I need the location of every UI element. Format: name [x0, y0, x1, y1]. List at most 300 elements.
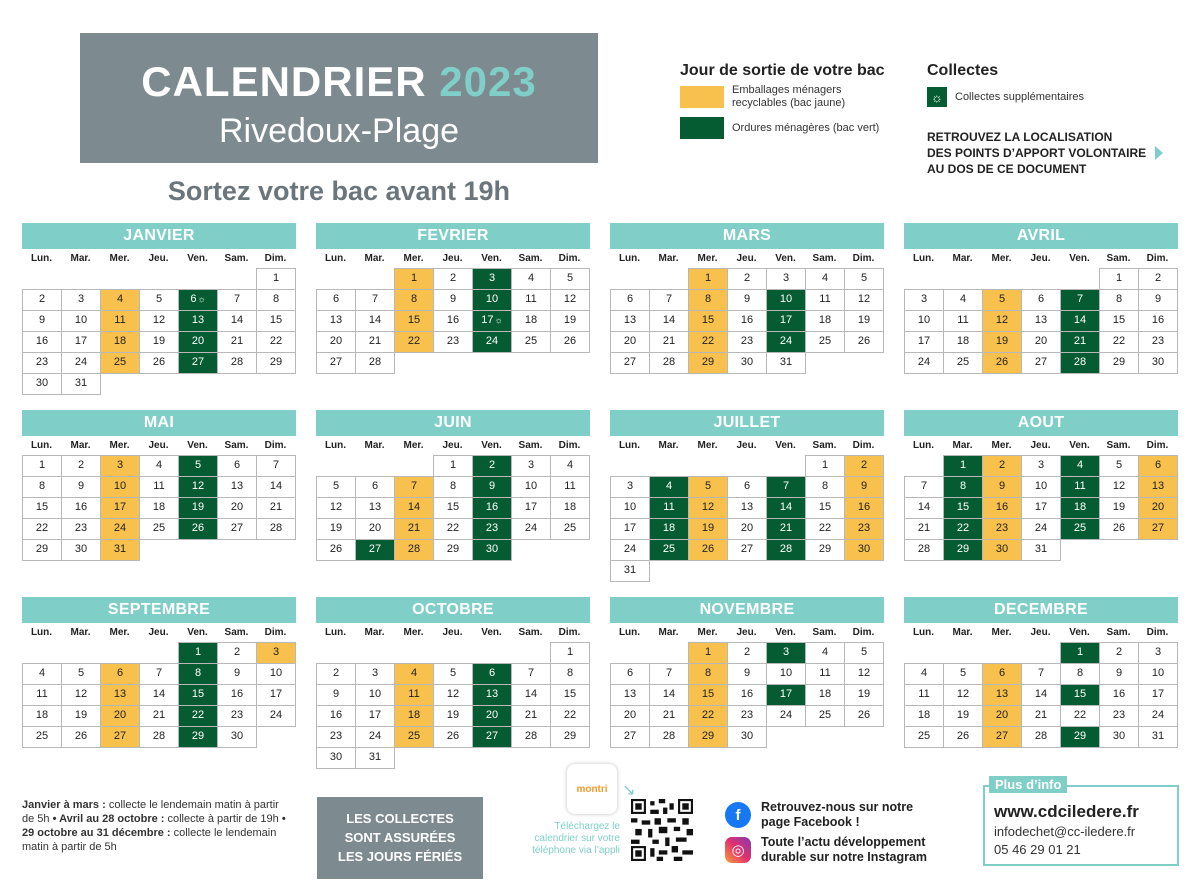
day-cell: 15 — [256, 310, 296, 332]
day-cell: 30 — [316, 747, 356, 769]
day-cell: 11 — [22, 684, 62, 706]
day-cell: 27 — [1138, 518, 1178, 540]
calendar-title: CALENDRIER 2023 — [141, 58, 537, 105]
weekday-label: Sam. — [812, 440, 837, 451]
day-cell: 21 — [649, 331, 689, 353]
weekday-label: Dim. — [1146, 440, 1169, 451]
day-cell: 22 — [688, 705, 728, 727]
weekday-label: Mer. — [697, 440, 718, 451]
day-cell: 1 — [256, 268, 296, 290]
empty-cell — [316, 455, 356, 477]
month-name: FEVRIER — [316, 223, 590, 249]
weekday-label: Ven. — [775, 627, 796, 638]
day-cell: 29 — [433, 539, 473, 561]
day-cell: 8 — [550, 663, 590, 685]
day-cell: 3 — [610, 476, 650, 498]
day-cell: 12 — [61, 684, 101, 706]
day-cell: 14 — [511, 684, 551, 706]
day-cell: 29 — [1060, 726, 1100, 748]
day-cell: 9 — [727, 289, 767, 311]
day-cell: 7 — [256, 455, 296, 477]
weekday-label: Mer. — [403, 440, 424, 451]
weekday-label: Mer. — [109, 440, 130, 451]
day-cell: 11 — [1060, 476, 1100, 498]
empty-cell — [178, 268, 218, 290]
day-cell: 18 — [22, 705, 62, 727]
day-cell: 3 — [766, 642, 806, 664]
empty-cell — [1060, 268, 1100, 290]
day-cell: 23 — [217, 705, 257, 727]
empty-cell — [511, 642, 551, 664]
weekday-label: Sam. — [224, 627, 249, 638]
empty-cell — [688, 455, 728, 477]
day-cell: 15 — [550, 684, 590, 706]
day-cell: 28 — [1021, 726, 1061, 748]
day-cell: 14 — [904, 497, 944, 519]
weekday-label: Mar. — [70, 440, 91, 451]
day-cell: 3 — [1021, 455, 1061, 477]
day-cell: 14 — [139, 684, 179, 706]
day-grid — [610, 268, 884, 373]
weekday-label: Jeu. — [148, 440, 169, 451]
sun-icon: ☼ — [927, 87, 947, 107]
day-cell: 29 — [178, 726, 218, 748]
weekday-label: Lun. — [30, 440, 53, 451]
day-cell: 2 — [1099, 642, 1139, 664]
day-cell: 16 — [1099, 684, 1139, 706]
weekday-label: Jeu. — [442, 627, 463, 638]
weekday-row — [610, 623, 884, 642]
day-cell: 2 — [727, 642, 767, 664]
weekday-label: Dim. — [852, 253, 875, 264]
day-cell: 6 — [1138, 455, 1178, 477]
day-cell: 30 — [217, 726, 257, 748]
weekday-label: Jeu. — [1030, 440, 1051, 451]
day-cell: 27 — [1021, 352, 1061, 374]
collectes-heading: Collectes — [927, 62, 999, 79]
day-cell: 8 — [433, 476, 473, 498]
day-cell: 12 — [433, 684, 473, 706]
day-cell: 8 — [1060, 663, 1100, 685]
day-cell: 19 — [178, 497, 218, 519]
day-cell: 21 — [355, 331, 395, 353]
month-calendar — [316, 410, 590, 560]
day-cell: 17 — [766, 310, 806, 332]
weekday-label: Ven. — [481, 440, 502, 451]
day-cell: 25 — [100, 352, 140, 374]
day-cell: 17 — [1021, 497, 1061, 519]
day-cell: 6 — [610, 289, 650, 311]
day-cell: 1 — [178, 642, 218, 664]
day-cell: 25 — [904, 726, 944, 748]
day-cell: 5 — [688, 476, 728, 498]
day-cell: 10 — [61, 310, 101, 332]
day-cell: 12 — [1099, 476, 1139, 498]
day-cell: 5 — [61, 663, 101, 685]
day-cell: 21 — [139, 705, 179, 727]
month-calendar — [316, 223, 590, 373]
weekday-label: Dim. — [1146, 627, 1169, 638]
day-cell: 4 — [139, 455, 179, 477]
day-cell: 10 — [256, 663, 296, 685]
day-cell: 25 — [511, 331, 551, 353]
day-cell: 14 — [394, 497, 434, 519]
day-cell: 21 — [766, 518, 806, 540]
day-cell: 15 — [688, 310, 728, 332]
day-cell: 3 — [100, 455, 140, 477]
day-cell: 5 — [550, 268, 590, 290]
day-cell: 26 — [943, 726, 983, 748]
day-cell: 17 — [766, 684, 806, 706]
day-cell: 9 — [316, 684, 356, 706]
day-cell: 12 — [316, 497, 356, 519]
day-cell: 22 — [550, 705, 590, 727]
month-name: JANVIER — [22, 223, 296, 249]
day-cell: 21 — [511, 705, 551, 727]
day-cell: 22 — [943, 518, 983, 540]
day-cell: 16 — [844, 497, 884, 519]
day-cell: 19 — [61, 705, 101, 727]
weekday-label: Jeu. — [1030, 253, 1051, 264]
legend-yellow-label: Emballages ménagers recyclables (bac jaune) — [732, 84, 846, 109]
day-cell: 7 — [649, 289, 689, 311]
day-cell: 7 — [1060, 289, 1100, 311]
website-link[interactable]: www.cdciledere.fr — [994, 802, 1139, 821]
day-cell: 28 — [1060, 352, 1100, 374]
day-cell: 23 — [433, 331, 473, 353]
day-cell: 3 — [511, 455, 551, 477]
weekday-label: Jeu. — [736, 253, 757, 264]
weekday-row — [610, 249, 884, 268]
day-cell: 27 — [727, 539, 767, 561]
day-cell: 12 — [844, 663, 884, 685]
day-cell: 28 — [904, 539, 944, 561]
weekday-label: Ven. — [187, 440, 208, 451]
weekday-label: Sam. — [812, 627, 837, 638]
weekday-label: Mer. — [697, 627, 718, 638]
day-cell: 19 — [550, 310, 590, 332]
day-cell: 28 — [766, 539, 806, 561]
day-cell: 9 — [982, 476, 1022, 498]
weekday-label: Lun. — [618, 253, 641, 264]
empty-cell — [610, 268, 650, 290]
day-cell: 24 — [766, 705, 806, 727]
arrow-right-icon — [1155, 146, 1163, 160]
instagram-link[interactable]: ◎ Toute l’actu développement durable sur notre Instagram — [725, 835, 927, 865]
day-cell: 16 — [727, 310, 767, 332]
day-cell: 13 — [472, 684, 512, 706]
month-calendar — [610, 410, 884, 581]
weekday-label: Mar. — [70, 253, 91, 264]
weekday-label: Mar. — [364, 253, 385, 264]
day-cell: 27 — [355, 539, 395, 561]
day-cell: 30 — [727, 352, 767, 374]
weekday-label: Ven. — [187, 627, 208, 638]
weekday-row — [610, 436, 884, 455]
empty-cell — [610, 455, 650, 477]
month-name: AOUT — [904, 410, 1178, 436]
day-cell: 28 — [649, 726, 689, 748]
month-name: MARS — [610, 223, 884, 249]
month-calendar — [904, 223, 1178, 373]
day-cell: 31 — [61, 373, 101, 395]
day-cell: 26 — [316, 539, 356, 561]
weekday-label: Ven. — [187, 253, 208, 264]
day-cell: 22 — [1099, 331, 1139, 353]
day-cell: 1 — [1099, 268, 1139, 290]
facebook-icon: f — [725, 802, 751, 828]
day-cell: 3 — [256, 642, 296, 664]
day-cell: 13 — [217, 476, 257, 498]
day-cell: 15 — [1099, 310, 1139, 332]
legend-green — [680, 117, 880, 139]
day-cell: 18 — [805, 310, 845, 332]
day-cell: 28 — [511, 726, 551, 748]
day-cell: 4 — [805, 642, 845, 664]
day-cell: 29 — [688, 352, 728, 374]
weekday-row — [904, 436, 1178, 455]
day-cell: 1 — [550, 642, 590, 664]
month-calendar — [904, 410, 1178, 560]
facebook-link[interactable]: f Retrouvez-nous sur notre page Facebook ! — [725, 800, 913, 830]
day-cell: 18 — [904, 705, 944, 727]
day-cell: 14 — [766, 497, 806, 519]
day-cell: 5 — [178, 455, 218, 477]
day-cell: 3 — [61, 289, 101, 311]
day-cell: 27 — [472, 726, 512, 748]
day-cell: 26 — [688, 539, 728, 561]
day-grid — [316, 642, 590, 768]
day-cell: 31 — [610, 560, 650, 582]
day-cell: 8 — [178, 663, 218, 685]
day-cell: 18 — [1060, 497, 1100, 519]
month-calendar — [610, 223, 884, 373]
weekday-label: Dim. — [1146, 253, 1169, 264]
legend-green-label: Ordures ménagères (bac vert) — [732, 121, 880, 134]
day-cell: 17 — [355, 705, 395, 727]
day-cell: 12 — [139, 310, 179, 332]
day-cell: 12 — [178, 476, 218, 498]
month-calendar — [22, 223, 296, 394]
day-cell: 27 — [178, 352, 218, 374]
day-cell: 24 — [256, 705, 296, 727]
day-cell: 16 — [433, 310, 473, 332]
day-cell: 17☼ — [472, 310, 512, 332]
day-cell: 11 — [805, 289, 845, 311]
empty-cell — [355, 455, 395, 477]
day-cell: 4 — [805, 268, 845, 290]
day-cell: 12 — [943, 684, 983, 706]
day-cell: 20 — [727, 518, 767, 540]
empty-cell — [22, 268, 62, 290]
month-calendar — [22, 410, 296, 560]
day-cell: 8 — [805, 476, 845, 498]
phone-number[interactable]: 05 46 29 01 21 — [994, 842, 1081, 857]
day-cell: 17 — [1138, 684, 1178, 706]
month-name: OCTOBRE — [316, 597, 590, 623]
day-cell: 11 — [394, 684, 434, 706]
day-cell: 17 — [100, 497, 140, 519]
weekday-label: Dim. — [852, 440, 875, 451]
day-cell: 5 — [433, 663, 473, 685]
day-cell: 27 — [100, 726, 140, 748]
day-cell: 14 — [256, 476, 296, 498]
empty-cell — [943, 268, 983, 290]
empty-cell — [649, 455, 689, 477]
day-cell: 13 — [1021, 310, 1061, 332]
weekday-label: Sam. — [518, 253, 543, 264]
day-cell: 6 — [610, 663, 650, 685]
day-cell: 4 — [22, 663, 62, 685]
plus-info-tag: Plus d’info — [989, 776, 1067, 793]
day-cell: 13 — [610, 310, 650, 332]
qr-code-icon[interactable] — [631, 799, 693, 861]
sun-icon: ☼ — [494, 315, 503, 325]
empty-cell — [100, 268, 140, 290]
weekday-label: Mar. — [364, 627, 385, 638]
empty-cell — [649, 268, 689, 290]
empty-cell — [1021, 268, 1061, 290]
weekday-row — [22, 623, 296, 642]
weekday-label: Mer. — [403, 253, 424, 264]
day-cell: 14 — [355, 310, 395, 332]
day-cell: 31 — [1021, 539, 1061, 561]
day-cell: 23 — [61, 518, 101, 540]
day-cell: 3 — [472, 268, 512, 290]
month-calendar — [904, 597, 1178, 747]
day-cell: 30 — [844, 539, 884, 561]
weekday-label: Mar. — [952, 253, 973, 264]
weekday-row — [22, 249, 296, 268]
day-cell: 9 — [433, 289, 473, 311]
day-cell: 23 — [727, 705, 767, 727]
day-cell: 12 — [550, 289, 590, 311]
month-name: AVRIL — [904, 223, 1178, 249]
day-cell: 30 — [1099, 726, 1139, 748]
legend-yellow — [680, 84, 880, 110]
sun-icon: ☼ — [197, 294, 206, 304]
day-cell: 20 — [1021, 331, 1061, 353]
day-cell: 11 — [511, 289, 551, 311]
day-cell: 14 — [649, 684, 689, 706]
weekday-row — [316, 623, 590, 642]
weekday-label: Lun. — [912, 440, 935, 451]
weekday-label: Ven. — [775, 253, 796, 264]
day-cell: 14 — [649, 310, 689, 332]
day-cell: 8 — [688, 289, 728, 311]
day-cell: 20 — [610, 331, 650, 353]
day-cell: 18 — [394, 705, 434, 727]
weekday-label: Lun. — [912, 627, 935, 638]
weekday-label: Lun. — [30, 627, 53, 638]
day-cell: 24 — [472, 331, 512, 353]
day-cell: 26 — [982, 352, 1022, 374]
day-cell: 2 — [1138, 268, 1178, 290]
day-grid — [610, 455, 884, 581]
day-cell: 9 — [217, 663, 257, 685]
day-cell: 12 — [982, 310, 1022, 332]
day-cell: 8 — [1099, 289, 1139, 311]
email-link[interactable]: infodechet@cc-iledere.fr — [994, 824, 1136, 839]
day-cell: 1 — [1060, 642, 1100, 664]
day-cell: 23 — [1099, 705, 1139, 727]
day-cell: 24 — [1021, 518, 1061, 540]
day-cell: 28 — [355, 352, 395, 374]
empty-cell — [355, 642, 395, 664]
day-cell: 2 — [61, 455, 101, 477]
day-cell: 9 — [1099, 663, 1139, 685]
day-cell: 22 — [1060, 705, 1100, 727]
empty-cell — [100, 642, 140, 664]
day-cell: 27 — [610, 726, 650, 748]
day-cell: 2 — [316, 663, 356, 685]
weekday-label: Mer. — [991, 253, 1012, 264]
day-cell: 31 — [766, 352, 806, 374]
day-cell: 12 — [844, 289, 884, 311]
weekday-row — [316, 436, 590, 455]
day-cell: 16 — [1138, 310, 1178, 332]
day-cell: 10 — [511, 476, 551, 498]
day-cell: 15 — [178, 684, 218, 706]
empty-cell — [1021, 642, 1061, 664]
day-cell: 22 — [433, 518, 473, 540]
empty-cell — [982, 268, 1022, 290]
day-cell: 6 — [355, 476, 395, 498]
montri-app-logo[interactable]: montri — [567, 764, 617, 814]
month-calendar — [610, 597, 884, 747]
day-cell: 10 — [904, 310, 944, 332]
day-cell: 11 — [139, 476, 179, 498]
day-cell: 2 — [727, 268, 767, 290]
day-cell: 16 — [316, 705, 356, 727]
day-cell: 30 — [61, 539, 101, 561]
empty-cell — [22, 642, 62, 664]
weekday-row — [904, 623, 1178, 642]
day-grid — [22, 268, 296, 394]
day-cell: 19 — [433, 705, 473, 727]
weekday-row — [22, 436, 296, 455]
day-cell: 29 — [256, 352, 296, 374]
day-cell: 7 — [217, 289, 257, 311]
day-cell: 17 — [61, 331, 101, 353]
day-cell: 21 — [394, 518, 434, 540]
weekday-label: Dim. — [264, 440, 287, 451]
day-cell: 17 — [256, 684, 296, 706]
day-cell: 16 — [217, 684, 257, 706]
empty-cell — [766, 455, 806, 477]
day-cell: 5 — [943, 663, 983, 685]
day-cell: 4 — [649, 476, 689, 498]
day-cell: 29 — [688, 726, 728, 748]
weekday-label: Mer. — [991, 627, 1012, 638]
day-cell: 25 — [550, 518, 590, 540]
day-cell: 24 — [61, 352, 101, 374]
day-cell: 5 — [139, 289, 179, 311]
weekday-label: Lun. — [324, 440, 347, 451]
day-cell: 28 — [139, 726, 179, 748]
day-cell: 30 — [727, 726, 767, 748]
day-cell: 30 — [1138, 352, 1178, 374]
day-cell: 7 — [904, 476, 944, 498]
day-cell: 9 — [22, 310, 62, 332]
day-cell: 29 — [943, 539, 983, 561]
day-cell: 11 — [805, 663, 845, 685]
day-cell: 16 — [727, 684, 767, 706]
day-cell: 4 — [1060, 455, 1100, 477]
weekday-label: Mer. — [991, 440, 1012, 451]
empty-cell — [982, 642, 1022, 664]
day-cell: 28 — [217, 352, 257, 374]
